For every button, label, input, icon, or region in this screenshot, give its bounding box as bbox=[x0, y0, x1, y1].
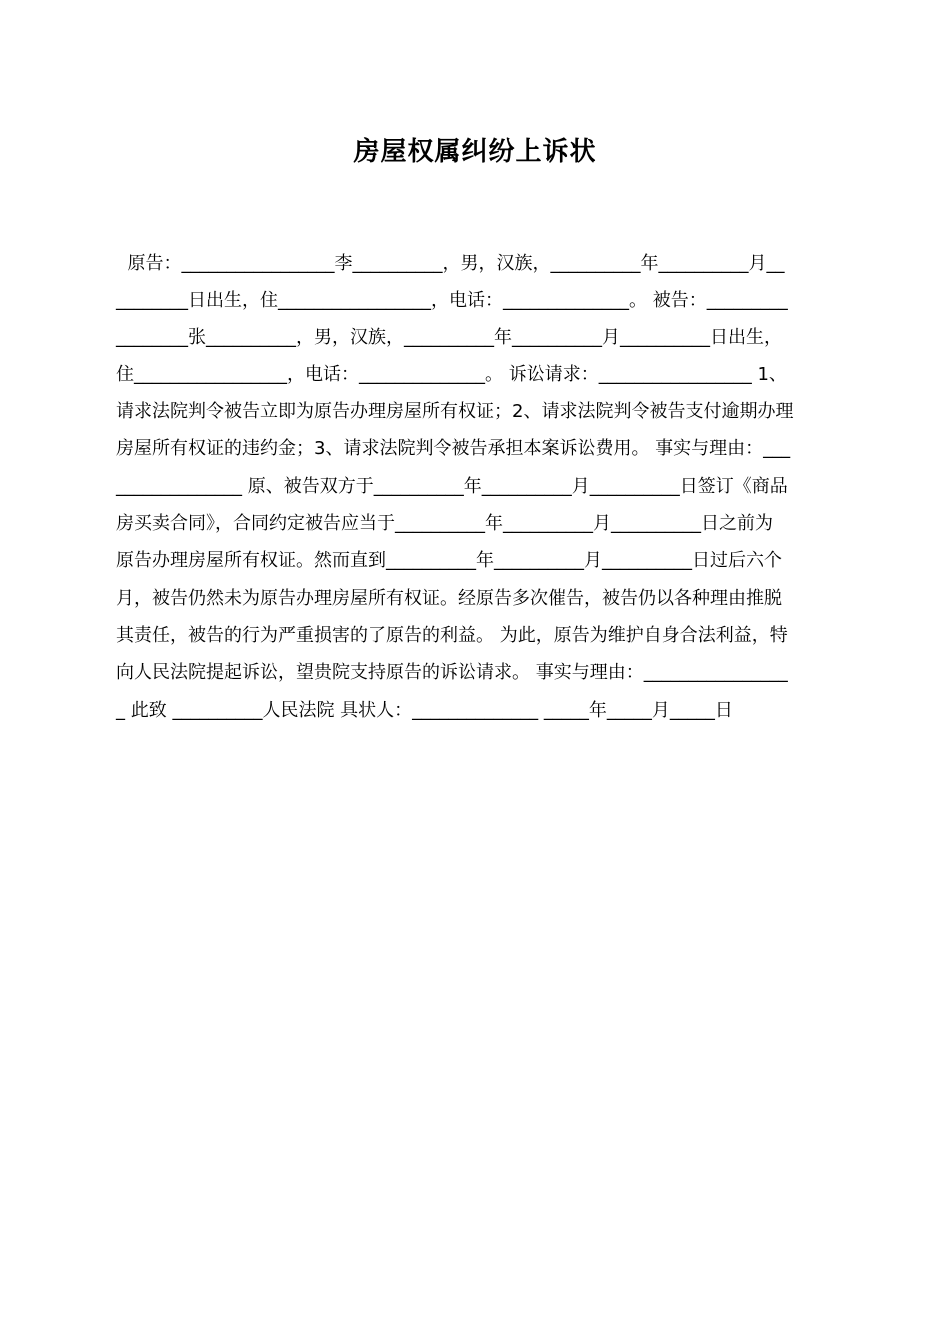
body-line-8: 房买卖合同》，合同约定被告应当于__________年__________月__________日之前为 bbox=[116, 513, 773, 534]
body-line-5: 请求法院判令被告立即为原告办理房屋所有权证；2、请求法院判令被告支付逾期办理 bbox=[116, 401, 794, 422]
body-line-12: 向人民法院提起诉讼，望贵院支持原告的诉讼请求。 事实与理由：________________ bbox=[116, 662, 788, 683]
body-line-4: 住_________________，电话：______________。 诉讼请求：_________________ 1、 bbox=[116, 364, 787, 385]
body-line-10: 月，被告仍然未为原告办理房屋所有权证。经原告多次催告，被告仍以各种理由推脱 bbox=[116, 588, 782, 609]
body-line-6: 房屋所有权证的违约金；3、请求法院判令被告承担本案诉讼费用。 事实与理由：___ bbox=[116, 438, 791, 459]
body-line-9: 原告办理房屋所有权证。然而直到__________年__________月__________日过后六个 bbox=[116, 550, 782, 571]
body-line-11: 其责任，被告的行为严重损害的了原告的利益。 为此，原告为维护自身合法利益，特 bbox=[116, 625, 788, 646]
body-line-13: _ 此致 __________人民法院 具状人：______________ _____年_____月_____日 bbox=[116, 700, 733, 721]
body-line-2: ________日出生，住_________________，电话：______________。 被告：_________ bbox=[116, 290, 788, 311]
body-line-7: ______________ 原、被告双方于__________年__________月__________日签订《商品 bbox=[116, 476, 788, 497]
body-line-3: ________张__________，男，汉族，__________年__________月__________日出生， bbox=[116, 327, 782, 348]
document-title: 房屋权属纠纷上诉状 bbox=[353, 137, 597, 167]
body-line-1: 原告：_________________李__________，男，汉族，__________年__________月__ bbox=[116, 253, 785, 274]
